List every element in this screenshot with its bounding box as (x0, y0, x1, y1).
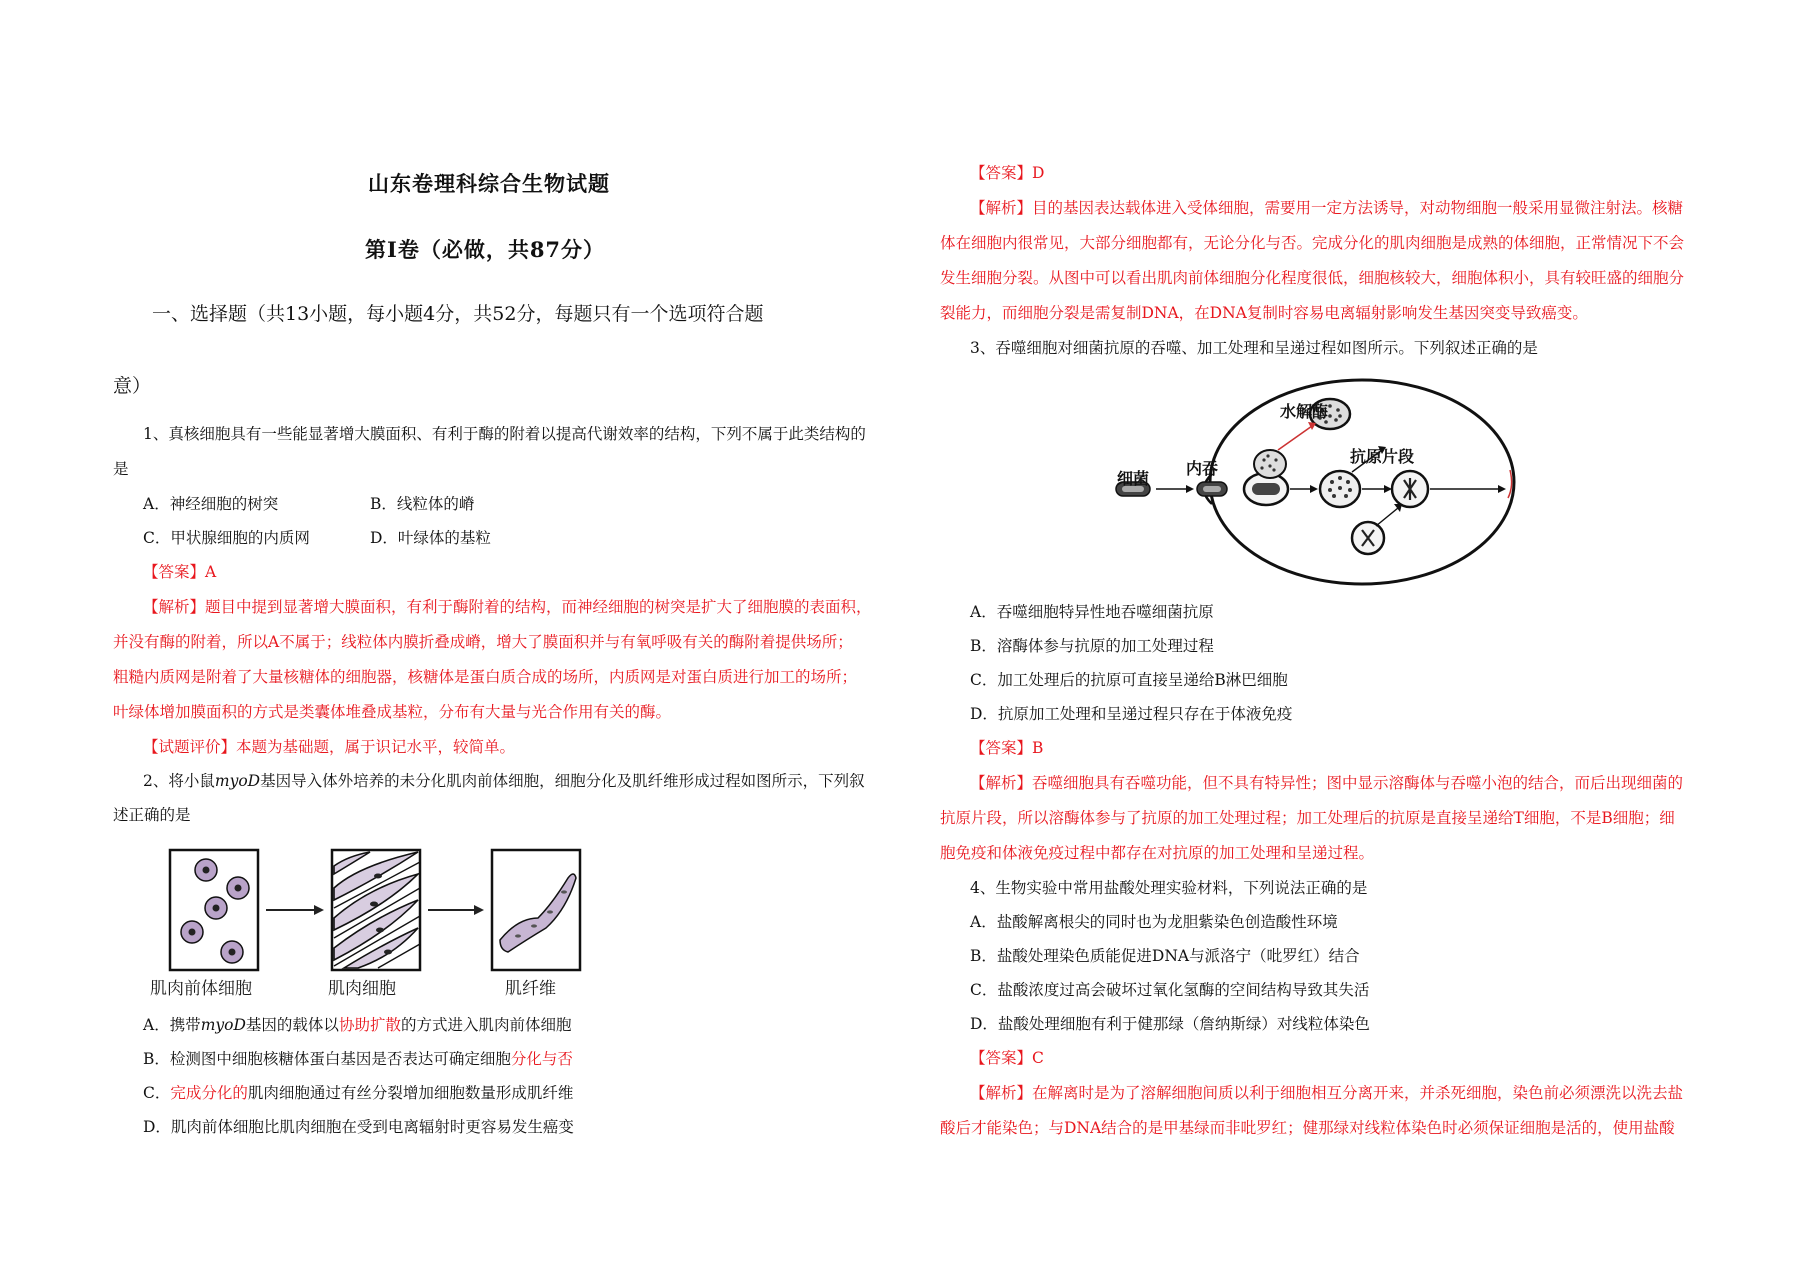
section-heading-line1: 一、选择题（共13小题，每小题4分，共52分，每题只有一个选项符合题 (152, 303, 764, 325)
evaluation-text: 本题为基础题，属于识记水平，较简单。 (236, 738, 516, 756)
muscle-cells-panel (332, 850, 420, 970)
q2-analysis-line4: 裂能力，而细胞分裂是需复制DNA，在DNA复制时容易电离辐射影响发生基因突变导致癌变。 (940, 304, 1588, 322)
q2-stem-pre: 2、将小鼠 (143, 772, 215, 790)
section-heading-line2: 意） (113, 375, 152, 397)
figure-label-endocytosis: 内吞 (1186, 459, 1219, 478)
arrow-icon (1376, 504, 1402, 526)
q1-evaluation (143, 737, 515, 757)
q2-stem-line1 (143, 771, 865, 791)
arrow-icon (1278, 422, 1316, 450)
figure-label-precursor: 肌肉前体细胞 (150, 979, 252, 999)
evaluation-tag: 【试题评价】 (143, 738, 237, 756)
q3-stem: 3、吞噬细胞对细菌抗原的吞噬、加工处理和呈递过程如图所示。下列叙述正确的是 (970, 339, 1538, 357)
q2-option-d: D．肌肉前体细胞比肌肉细胞在受到电离辐射时更容易发生癌变 (143, 1118, 574, 1136)
q3-option-d: D．抗原加工处理和呈递过程只存在于体液免疫 (970, 705, 1293, 723)
arrow-icon (1362, 485, 1392, 493)
analysis-tag: 【解析】 (970, 199, 1033, 217)
q3-answer (970, 738, 1043, 758)
q2-option-a-mid: 基因的载体以 (245, 1016, 339, 1034)
muscle-fiber-panel (492, 850, 580, 970)
q2-analysis-line2: 体在细胞内很常见，大部分细胞都有，无论分化与否。完成分化的肌肉细胞是成熟的体细胞，正常情况下不会 (940, 234, 1685, 252)
arrow-icon (1290, 485, 1318, 493)
q2-option-a-highlight: 协助扩散 (338, 1016, 401, 1034)
arrow-icon (1156, 485, 1194, 493)
q2-option-a (143, 1015, 571, 1035)
q2-answer (970, 163, 1044, 183)
answer-value: C (1032, 1049, 1044, 1067)
q4-option-d: D．盐酸处理细胞有利于健那绿（詹纳斯绿）对线粒体染色 (970, 1015, 1370, 1033)
analysis-tag: 【解析】 (970, 1084, 1033, 1102)
answer-tag: 【答案】 (970, 164, 1033, 182)
q4-analysis-line2: 酸后才能染色；与DNA结合的是甲基绿而非吡罗红；健那绿对线粒体染色时必须保证细胞是活的，使用盐酸 (940, 1119, 1675, 1137)
q2-option-c-highlight: 完成分化的 (170, 1084, 248, 1102)
lower-vesicle-icon (1352, 522, 1384, 554)
q2-analysis-line3: 发生细胞分裂。从图中可以看出肌肉前体细胞分化程度很低，细胞核较大，细胞体积小，具有较旺盛的细胞分 (940, 269, 1685, 287)
q3-analysis-line3: 胞免疫和体液免疫过程中都存在对抗原的加工处理和呈递过程。 (940, 844, 1375, 862)
q1-option-c: C．甲状腺细胞的内质网 (143, 529, 310, 547)
q3-analysis-line1 (970, 773, 1683, 793)
q1-analysis-line3: 粗糙内质网是附着了大量核糖体的细胞器，核糖体是蛋白质合成的场所，内质网是对蛋白质进行加工的场所； (113, 668, 858, 686)
answer-tag: 【答案】 (143, 563, 206, 581)
q1-stem-line1: 1、真核细胞具有一些能显著增大膜面积、有利于酶的附着以提高代谢效率的结构，下列不属于此类结构的 (143, 425, 866, 443)
q2-option-b (143, 1049, 573, 1069)
analysis-text: 在解离时是为了溶解细胞间质以利于细胞相互分离开来，并杀死细胞，染色前必须漂洗以洗去盐 (1032, 1084, 1684, 1102)
q1-option-b: B．线粒体的嵴 (370, 495, 475, 513)
q4-option-a: A．盐酸解离根尖的同时也为龙胆紫染色创造酸性环境 (970, 913, 1338, 931)
q2-option-c (143, 1083, 573, 1103)
precursor-cells-panel (170, 850, 258, 970)
q2-stem-post: 基因导入体外培养的未分化肌肉前体细胞，细胞分化及肌纤维形成过程如图所示，下列叙 (260, 772, 865, 790)
answer-value: A (205, 563, 217, 581)
q1-answer (143, 562, 216, 582)
q1-stem-line2: 是 (113, 460, 129, 478)
phagolysosome-icon (1244, 450, 1288, 505)
antigen-fragment-vesicle-icon (1392, 471, 1428, 507)
q4-analysis-line1 (970, 1083, 1683, 1103)
q1-option-a: A．神经细胞的树突 (143, 495, 279, 513)
figure-label-bacteria: 细菌 (1117, 469, 1150, 488)
answer-tag: 【答案】 (970, 739, 1033, 757)
answer-value: D (1032, 164, 1045, 182)
muscle-differentiation-figure (148, 848, 618, 994)
q1-analysis-line4: 叶绿体增加膜面积的方式是类囊体堆叠成基粒，分布有大量与光合作用有关的酶。 (113, 703, 672, 721)
arrow-icon (266, 905, 324, 915)
q4-option-c: C．盐酸浓度过高会破坏过氧化氢酶的空间结构导致其失活 (970, 981, 1370, 999)
figure-label-antigen-fragment: 抗原片段 (1350, 447, 1415, 466)
figure-label-muscle-cell: 肌肉细胞 (328, 979, 396, 999)
q2-option-c-post: 肌肉细胞通过有丝分裂增加细胞数量形成肌纤维 (247, 1084, 574, 1102)
q4-stem: 4、生物实验中常用盐酸处理实验材料，下列说法正确的是 (970, 879, 1368, 897)
q1-analysis-line2: 并没有酶的附着，所以A不属于；线粒体内膜折叠成嵴，增大了膜面积并与有氧呼吸有关的酶附着提供场所； (113, 633, 853, 651)
q1-option-d: D．叶绿体的基粒 (370, 529, 491, 547)
figure-label-muscle-fiber: 肌纤维 (505, 979, 556, 999)
q2-gene-name: myoD (214, 772, 261, 790)
answer-tag: 【答案】 (970, 1049, 1033, 1067)
arrow-icon (428, 905, 484, 915)
q3-option-b: B．溶酶体参与抗原的加工处理过程 (970, 637, 1214, 655)
page-subtitle: 第I卷（必做，共87分） (365, 237, 606, 262)
digestion-vesicle-icon (1320, 471, 1360, 507)
q4-answer (970, 1048, 1044, 1068)
analysis-tag: 【解析】 (970, 774, 1033, 792)
q2-option-a-post: 的方式进入肌肉前体细胞 (400, 1016, 572, 1034)
q2-option-a-pre: A．携带 (143, 1016, 201, 1034)
analysis-tag: 【解析】 (143, 598, 206, 616)
page-title: 山东卷理科综合生物试题 (368, 171, 610, 196)
analysis-text: 吞噬细胞具有吞噬功能，但不具有特异性；图中显示溶酶体与吞噬小泡的结合，而后出现细菌的 (1032, 774, 1684, 792)
q2-option-c-pre: C． (143, 1084, 171, 1102)
q4-option-b: B．盐酸处理染色质能促进DNA与派洛宁（吡罗红）结合 (970, 947, 1360, 965)
q3-option-c: C．加工处理后的抗原可直接呈递给B淋巴细胞 (970, 671, 1288, 689)
q2-option-a-gene: myoD (200, 1016, 246, 1034)
answer-value: B (1032, 739, 1044, 757)
q2-option-b-highlight: 分化与否 (510, 1050, 573, 1068)
q2-analysis-line1 (970, 198, 1683, 218)
q2-stem-line2: 述正确的是 (113, 806, 191, 824)
q1-analysis-line1 (143, 597, 872, 617)
q3-analysis-line2: 抗原片段，所以溶酶体参与了抗原的加工处理过程；加工处理后的抗原是直接呈递给T细胞，不是B细胞；细 (940, 809, 1675, 827)
arrow-icon (1430, 485, 1506, 493)
analysis-text: 题目中提到显著增大膜面积，有利于酶附着的结构，而神经细胞的树突是扩大了细胞膜的表面积， (205, 598, 872, 616)
q3-option-a: A．吞噬细胞特异性地吞噬细菌抗原 (970, 603, 1214, 621)
analysis-text: 目的基因表达载体进入受体细胞，需要用一定方法诱导，对动物细胞一般采用显微注射法。核糖 (1032, 199, 1684, 217)
q2-option-b-pre: B．检测图中细胞核糖体蛋白基因是否表达可确定细胞 (143, 1050, 511, 1068)
figure-label-hydrolase: 水解酶 (1280, 402, 1329, 421)
